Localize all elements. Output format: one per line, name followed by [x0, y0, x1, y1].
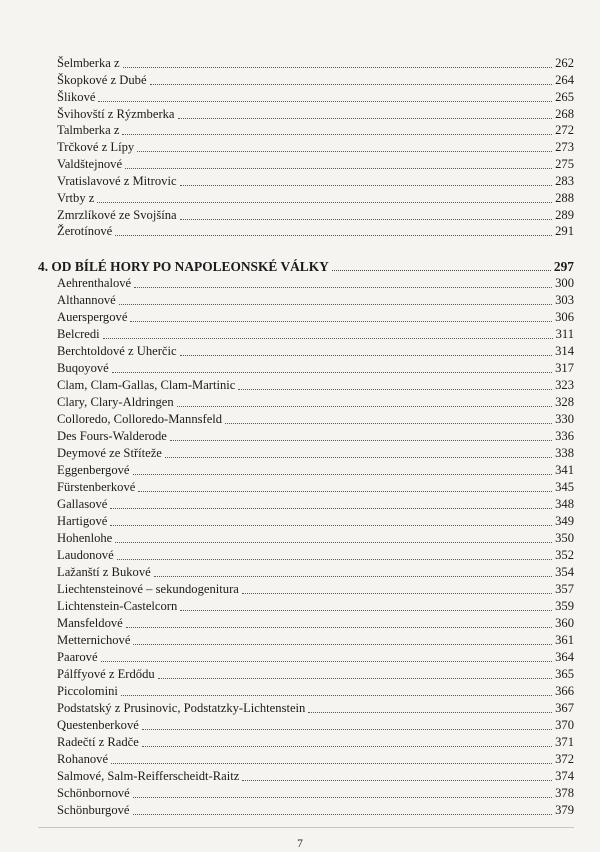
toc-entry-label: Radečtí z Radče: [57, 735, 139, 749]
toc-entry-page: 359: [555, 599, 574, 613]
toc-entry: [57, 631, 574, 648]
toc-entry: [57, 767, 574, 784]
dot-leader: [225, 423, 552, 424]
toc-entry-page: 323: [555, 378, 574, 392]
dot-leader: [98, 101, 552, 102]
toc-entry: [57, 801, 574, 818]
toc-entry: [57, 54, 574, 71]
toc-entry: [57, 580, 574, 597]
dot-leader: [122, 134, 552, 135]
toc-entry: [57, 546, 574, 563]
dot-leader: [154, 576, 552, 577]
toc-entry-label: Gallasové: [57, 497, 108, 511]
toc-entry-page: 303: [555, 293, 574, 307]
toc-entry-label: Rohanové: [57, 752, 109, 766]
toc-entry: [57, 478, 574, 495]
dot-leader: [133, 644, 552, 645]
dot-leader: [142, 746, 552, 747]
toc-entry-label: Vratislavové z Mitrovic: [57, 174, 177, 188]
toc-entry: [57, 222, 574, 239]
dot-leader: [117, 559, 552, 560]
dot-leader: [180, 610, 552, 611]
toc-entry-page: 370: [555, 718, 574, 732]
page-number: 7: [297, 838, 303, 850]
toc-entry: [57, 427, 574, 444]
toc-entry-label: Škopkové z Dubé: [57, 73, 147, 87]
toc-entry-page: 374: [555, 769, 574, 783]
toc-entry-page: 272: [555, 123, 574, 137]
toc-entry-page: 350: [555, 531, 574, 545]
dot-leader: [125, 168, 552, 169]
toc-entry-label: Talmberka z: [57, 123, 120, 137]
toc-entry-page: 360: [555, 616, 574, 630]
toc-entry: [57, 121, 574, 138]
dot-leader: [121, 695, 552, 696]
toc-entry-page: 306: [555, 310, 574, 324]
chapter-title: 4. OD BÍLÉ HORY PO NAPOLEONSKÉ VÁLKY: [38, 259, 329, 274]
toc-entry-label: Buqoyové: [57, 361, 109, 375]
dot-leader: [134, 287, 552, 288]
toc-entry: [57, 88, 574, 105]
toc-entry: [57, 410, 574, 427]
dot-leader: [133, 797, 552, 798]
dot-leader: [119, 304, 552, 305]
toc-entry-label: Berchtoldové z Uherčic: [57, 344, 177, 358]
dot-leader: [126, 627, 552, 628]
toc-entry-page: 262: [555, 56, 574, 70]
footer-rule: [38, 827, 574, 828]
toc-entry-page: 291: [555, 224, 574, 238]
toc-entry: [57, 325, 574, 342]
chapter-heading: [38, 257, 574, 274]
toc-entry: [57, 784, 574, 801]
toc-entry: [57, 393, 574, 410]
toc-entry-page: 264: [555, 73, 574, 87]
toc-entry: [57, 597, 574, 614]
toc-entry-label: Paarové: [57, 650, 98, 664]
toc-entry-page: 378: [555, 786, 574, 800]
toc-entry-page: 341: [555, 463, 574, 477]
toc-entry-page: 317: [555, 361, 574, 375]
toc-entry-label: Švihovští z Rýzmberka: [57, 107, 175, 121]
toc-entry: [57, 172, 574, 189]
toc-entry: [57, 138, 574, 155]
dot-leader: [115, 235, 552, 236]
dot-leader: [242, 593, 552, 594]
toc-entry-page: 273: [555, 140, 574, 154]
toc-entry-label: Fürstenberkové: [57, 480, 136, 494]
toc-entry-page: 268: [555, 107, 574, 121]
toc-entry: [57, 699, 574, 716]
toc-entry: [57, 461, 574, 478]
toc-entry-page: 361: [555, 633, 574, 647]
toc-entry: [57, 189, 574, 206]
toc-entry-page: 372: [555, 752, 574, 766]
toc-entry-page: 352: [555, 548, 574, 562]
toc-entry-label: Laudonové: [57, 548, 114, 562]
toc-entry-label: Podstatský z Prusinovic, Podstatzky-Lichtenstein: [57, 701, 306, 715]
dot-leader: [308, 712, 552, 713]
toc-entry-label: Hohenlohe: [57, 531, 113, 545]
toc-entry-label: Piccolomini: [57, 684, 118, 698]
toc-entry: [57, 648, 574, 665]
toc-entry-label: Deymové ze Stříteže: [57, 446, 162, 460]
dot-leader: [130, 321, 552, 322]
dot-leader: [332, 270, 551, 271]
dot-leader: [158, 678, 552, 679]
dot-leader: [137, 151, 552, 152]
toc-entry-label: Schönburgové: [57, 803, 130, 817]
toc-entry-page: 357: [555, 582, 574, 596]
toc-entry-page: 367: [555, 701, 574, 715]
toc-entry-page: 338: [555, 446, 574, 460]
toc-entry-page: 265: [555, 90, 574, 104]
toc-entry-label: Šlikové: [57, 90, 96, 104]
dot-leader: [133, 814, 553, 815]
toc-entry-page: 330: [555, 412, 574, 426]
toc-entry-label: Liechtensteinové – sekundogenitura: [57, 582, 239, 596]
toc-entry: [57, 716, 574, 733]
toc-entry-page: 328: [555, 395, 574, 409]
dot-leader: [180, 355, 553, 356]
toc-entry-label: Colloredo, Colloredo-Mannsfeld: [57, 412, 223, 426]
toc-entry: [57, 308, 574, 325]
dot-leader: [115, 542, 552, 543]
toc-entry: [57, 155, 574, 172]
toc-entry: [57, 105, 574, 122]
toc-entry-label: Questenberkové: [57, 718, 139, 732]
toc-entry: [57, 71, 574, 88]
toc-entry-page: 283: [555, 174, 574, 188]
dot-leader: [110, 508, 552, 509]
chapter-page: 297: [553, 259, 574, 274]
dot-leader: [112, 372, 552, 373]
toc-entry-page: 345: [555, 480, 574, 494]
dot-leader: [178, 118, 553, 119]
toc-entry-page: 349: [555, 514, 574, 528]
toc-entry-label: Auerspergové: [57, 310, 128, 324]
toc-entry-page: 366: [555, 684, 574, 698]
toc-entry-label: Lažanští z Bukové: [57, 565, 151, 579]
dot-leader: [150, 84, 553, 85]
toc-entry: [57, 563, 574, 580]
toc-entry: [57, 512, 574, 529]
toc-entry-page: 300: [555, 276, 574, 290]
dot-leader: [165, 457, 552, 458]
toc-entry: [57, 444, 574, 461]
toc-entry: [57, 682, 574, 699]
toc-entry-label: Mansfeldové: [57, 616, 123, 630]
toc-entry-page: 311: [555, 327, 574, 341]
toc-entry-label: Eggenbergové: [57, 463, 130, 477]
toc-entry-label: Schönbornové: [57, 786, 130, 800]
toc-entry: [57, 665, 574, 682]
toc-entry-label: Trčkové z Lípy: [57, 140, 135, 154]
toc-entry-page: 371: [555, 735, 574, 749]
toc-entry-page: 336: [555, 429, 574, 443]
toc-entry-page: 288: [555, 191, 574, 205]
toc-entry-page: 275: [555, 157, 574, 171]
toc-entry-page: 348: [555, 497, 574, 511]
dot-leader: [103, 338, 553, 339]
toc-entry-label: Althannové: [57, 293, 116, 307]
toc-entry: [57, 376, 574, 393]
toc-entry: [57, 274, 574, 291]
dot-leader: [97, 202, 552, 203]
toc-entry-label: Zmrzlíkové ze Svojšína: [57, 208, 177, 222]
toc-entry: [57, 750, 574, 767]
dot-leader: [180, 185, 553, 186]
dot-leader: [133, 474, 553, 475]
dot-leader: [123, 67, 553, 68]
dot-leader: [180, 219, 552, 220]
toc-entry-label: Žerotínové: [57, 224, 113, 238]
toc-entry: [57, 206, 574, 223]
toc-entry-label: Vrtby z: [57, 191, 95, 205]
toc-entry: [57, 614, 574, 631]
dot-leader: [177, 406, 552, 407]
dot-leader: [101, 661, 553, 662]
toc-entry: [57, 529, 574, 546]
toc-entry-label: Metternichové: [57, 633, 131, 647]
toc-entry-page: 379: [555, 803, 574, 817]
dot-leader: [111, 763, 552, 764]
toc-entry-page: 364: [555, 650, 574, 664]
toc-entry-label: Clary, Clary-Aldringen: [57, 395, 174, 409]
toc-entry-label: Pálffyové z Erdődu: [57, 667, 155, 681]
toc-entry: [57, 733, 574, 750]
dot-leader: [238, 389, 552, 390]
toc-entry-label: Aehrenthalové: [57, 276, 132, 290]
toc-entry-label: Salmové, Salm-Reifferscheidt-Raitz: [57, 769, 240, 783]
toc-entry: [57, 291, 574, 308]
toc-entry-label: Clam, Clam-Gallas, Clam-Martinic: [57, 378, 236, 392]
toc-entry-label: Šelmberka z: [57, 56, 120, 70]
dot-leader: [110, 525, 552, 526]
toc-entry-label: Belcredi: [57, 327, 100, 341]
dot-leader: [138, 491, 552, 492]
dot-leader: [170, 440, 552, 441]
toc-entry-label: Hartigové: [57, 514, 108, 528]
toc-entry-label: Des Fours-Walderode: [57, 429, 167, 443]
toc-entry-page: 289: [555, 208, 574, 222]
toc-entry-page: 365: [555, 667, 574, 681]
dot-leader: [142, 729, 552, 730]
toc-entry: [57, 342, 574, 359]
dot-leader: [242, 780, 552, 781]
toc-entry-label: Valdštejnové: [57, 157, 123, 171]
toc-entry: [57, 495, 574, 512]
toc-entry: [57, 359, 574, 376]
toc-entry-label: Lichtenstein-Castelcorn: [57, 599, 178, 613]
toc-entry-page: 314: [555, 344, 574, 358]
toc-entry-page: 354: [555, 565, 574, 579]
